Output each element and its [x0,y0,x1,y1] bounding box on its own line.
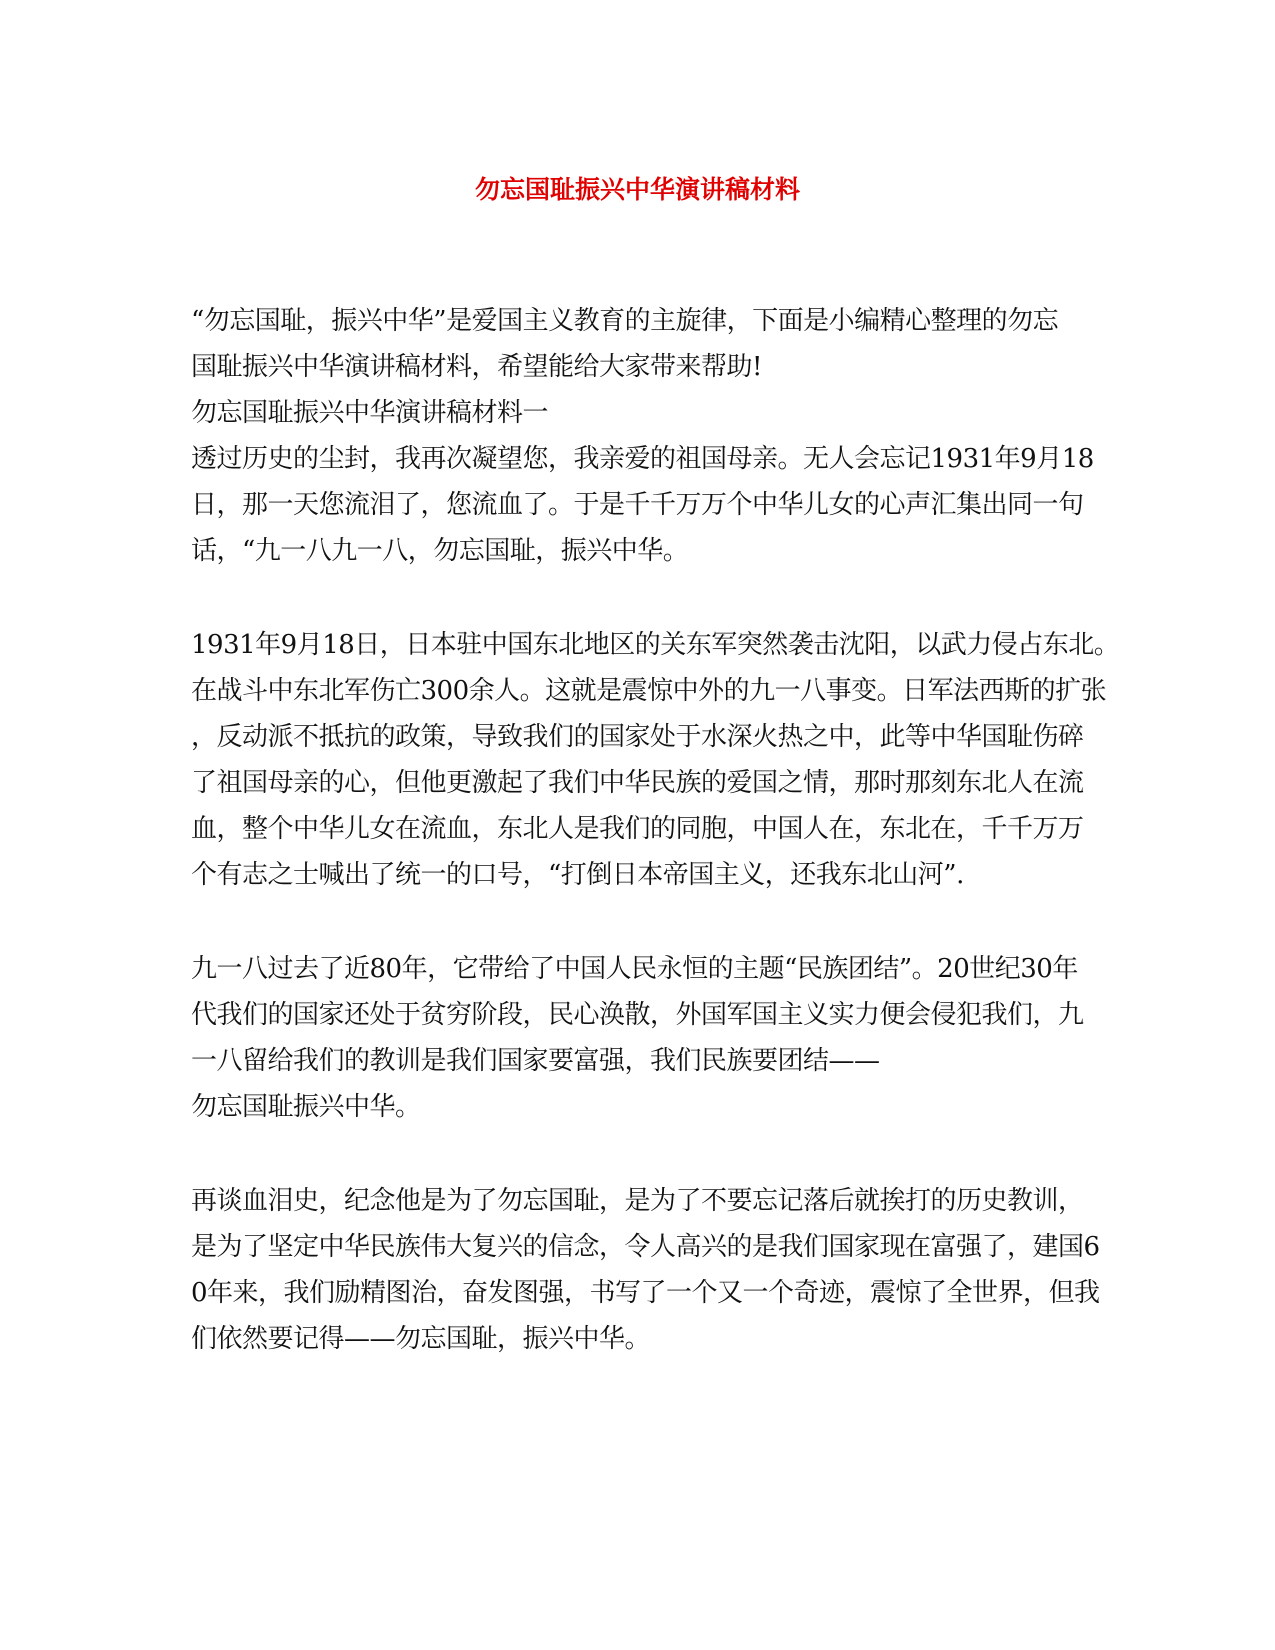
text-line: 是为了坚定中华民族伟大复兴的信念，令人高兴的是我们国家现在富强了，建国6 [191,1232,1100,1262]
text-line: 勿忘国耻振兴中华演讲稿材料一 [191,398,549,428]
text-line: 九一八过去了近80年，它带给了中国人民永恒的主题“民族团结”。20世纪30年 [191,954,1078,984]
text-line: 个有志之士喊出了统一的口号，“打倒日本帝国主义，还我东北山河”. [191,860,964,890]
text-line: 勿忘国耻振兴中华。 [191,1092,421,1122]
document-title: 勿忘国耻振兴中华演讲稿材料 [474,175,800,204]
text-line: 话，“九一八九一八，勿忘国耻，振兴中华。 [191,536,689,566]
text-line: 0年来，我们励精图治，奋发图强，书写了一个又一个奇迹，震惊了全世界，但我 [191,1278,1100,1308]
text-line: 再谈血泪史，纪念他是为了勿忘国耻，是为了不要忘记落后就挨打的历史教训， [191,1186,1084,1216]
text-line: ，反动派不抵抗的政策，导致我们的国家处于水深火热之中，此等中华国耻伤碎 [191,722,1084,752]
text-line: 国耻振兴中华演讲稿材料，希望能给大家带来帮助! [191,352,762,382]
text-line: 代我们的国家还处于贫穷阶段，民心涣散，外国军国主义实力便会侵犯我们，九 [191,1000,1084,1030]
text-line: 们依然要记得——勿忘国耻，振兴中华。 [191,1324,651,1354]
text-line: 血，整个中华儿女在流血，东北人是我们的同胞，中国人在，东北在，千千万万 [191,814,1084,844]
text-line: “勿忘国耻，振兴中华”是爱国主义教育的主旋律，下面是小编精心整理的勿忘 [191,306,1059,336]
text-line: 日，那一天您流泪了，您流血了。于是千千万万个中华儿女的心声汇集出同一句 [191,490,1084,520]
text-line: 了祖国母亲的心，但他更激起了我们中华民族的爱国之情，那时那刻东北人在流 [191,768,1084,798]
text-line: 1931年9月18日，日本驻中国东北地区的关东军突然袭击沈阳，以武力侵占东北。 [191,630,1120,660]
text-line: 在战斗中东北军伤亡300余人。这就是震惊中外的九一八事变。日军法西斯的扩张 [191,676,1107,706]
text-line: 透过历史的尘封，我再次凝望您，我亲爱的祖国母亲。无人会忘记1931年9月18 [191,444,1094,474]
text-line: 一八留给我们的教训是我们国家要富强，我们民族要团结—— [191,1046,880,1076]
